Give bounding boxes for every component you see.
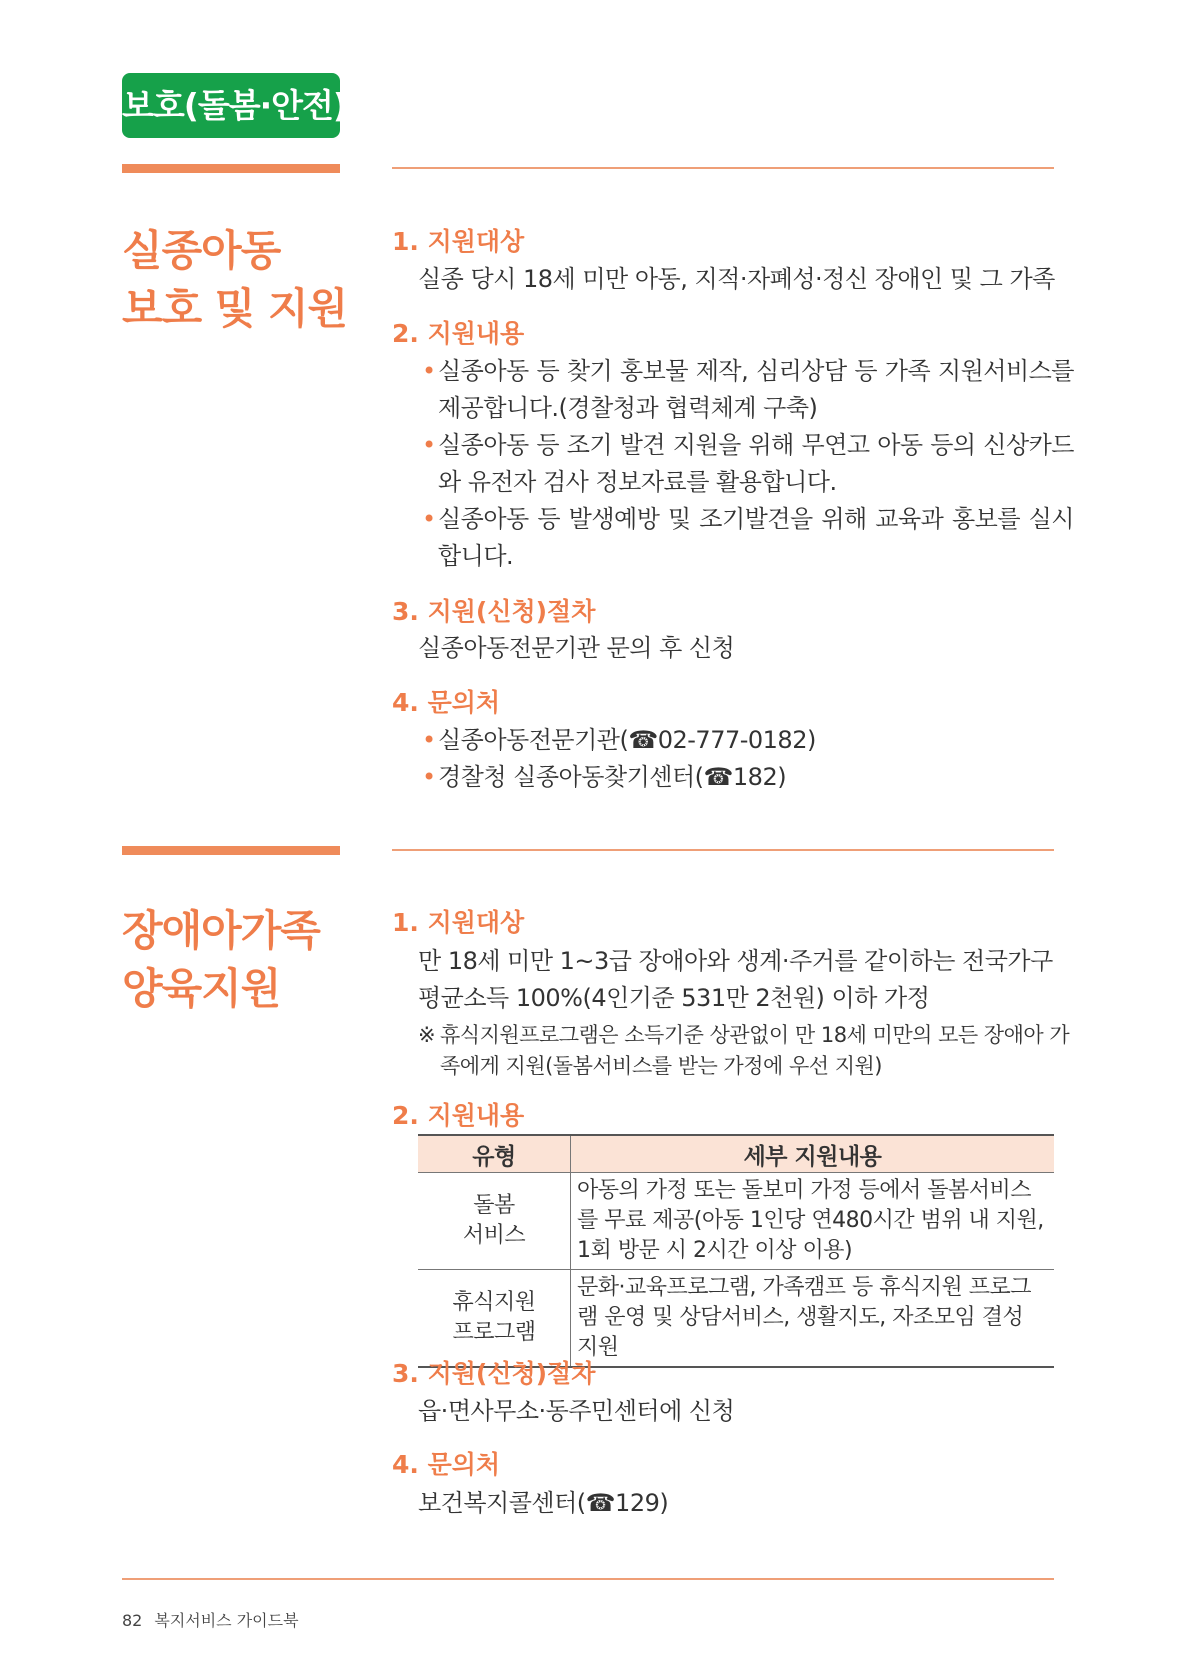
table-header-row: [418, 1135, 1054, 1173]
category-badge: 보호(돌봄·안전): [122, 73, 340, 138]
heading-support-target: 1. 지원대상: [392, 908, 525, 937]
procedure-text: 읍·면사무소·동주민센터에 신청: [418, 1397, 735, 1425]
heading-support-content: 2. 지원내용: [392, 1101, 525, 1130]
page-number: 82: [122, 1611, 143, 1630]
bullet-dot: •: [422, 763, 436, 791]
procedure-text: 실종아동전문기관 문의 후 신청: [418, 634, 735, 662]
section-title-line: 실종아동: [122, 226, 281, 275]
table-header-type: 유형: [418, 1135, 571, 1173]
bullet-dot: •: [422, 505, 436, 533]
section-divider-line: [392, 167, 1054, 169]
bullet-dot: •: [422, 431, 436, 459]
contact-item: • 실종아동전문기관(☎02-777-0182): [422, 722, 1074, 759]
table-row: [418, 1270, 1054, 1368]
heading-contact: 4. 문의처: [392, 1450, 501, 1479]
heading-procedure: 3. 지원(신청)절차: [392, 597, 596, 626]
table-header-detail: 세부 지원내용: [571, 1135, 1055, 1173]
table-cell-detail: 문화·교육프로그램, 가족캠프 등 휴식지원 프로그램 운영 및 상담서비스, 생활지도, 자조모임 결성 지원: [571, 1270, 1055, 1368]
bullet-dot: •: [422, 357, 436, 385]
footer-divider: [122, 1578, 1054, 1580]
table-cell-type: 돌봄 서비스: [418, 1173, 571, 1270]
section-title-disabled-child-family: [122, 902, 382, 1018]
section-divider-line: [392, 849, 1054, 851]
bullet-item: • 실종아동 등 발생예방 및 조기발견을 위해 교육과 홍보를 실시합니다.: [422, 501, 1074, 575]
section-title-line: 보호 및 지원: [122, 284, 348, 333]
section-title-missing-children: [122, 222, 382, 338]
contact-item: • 경찰청 실종아동찾기센터(☎182): [422, 759, 1074, 796]
support-target-line: 만 18세 미만 1~3급 장애아와 생계·주거를 같이하는 전국가구: [418, 947, 1053, 975]
section-divider-bar: [122, 846, 340, 855]
table-cell-type: 휴식지원 프로그램: [418, 1270, 571, 1368]
bullet-item: • 실종아동 등 조기 발견 지원을 위해 무연고 아동 등의 신상카드와 유전자 검사 정보자료를 활용합니다.: [422, 427, 1074, 501]
section-title-line: 장애아가족: [122, 906, 320, 955]
support-note: ※ 휴식지원프로그램은 소득기준 상관없이 만 18세 미만의 모든 장애아 가족에게 지원(돌봄서비스를 받는 가정에 우선 지원): [418, 1020, 1080, 1082]
note-mark: ※: [418, 1023, 436, 1047]
bullet-dot: •: [422, 726, 436, 754]
page-footer: [122, 1608, 299, 1631]
section-title-line: 양육지원: [122, 964, 281, 1013]
heading-support-target: 1. 지원대상: [392, 227, 525, 256]
heading-procedure: 3. 지원(신청)절차: [392, 1359, 596, 1388]
section-divider-bar: [122, 164, 340, 173]
book-title: 복지서비스 가이드북: [154, 1611, 299, 1630]
support-target-line: 평균소득 100%(4인기준 531만 2천원) 이하 가정: [418, 984, 930, 1012]
table-row: [418, 1173, 1054, 1270]
contact-text: 보건복지콜센터(☎129): [418, 1489, 669, 1517]
heading-support-content: 2. 지원내용: [392, 319, 525, 348]
bullet-item: • 실종아동 등 찾기 홍보물 제작, 심리상담 등 가족 지원서비스를 제공합니다.(경찰청과 협력체계 구축): [422, 353, 1074, 427]
support-content-table: [418, 1134, 1054, 1368]
table-cell-detail: 아동의 가정 또는 돌보미 가정 등에서 돌봄서비스를 무료 제공(아동 1인당 연480시간 범위 내 지원, 1회 방문 시 2시간 이상 이용): [571, 1173, 1055, 1270]
support-target-text: 실종 당시 18세 미만 아동, 지적·자폐성·정신 장애인 및 그 가족: [418, 265, 1055, 293]
heading-contact: 4. 문의처: [392, 688, 501, 717]
